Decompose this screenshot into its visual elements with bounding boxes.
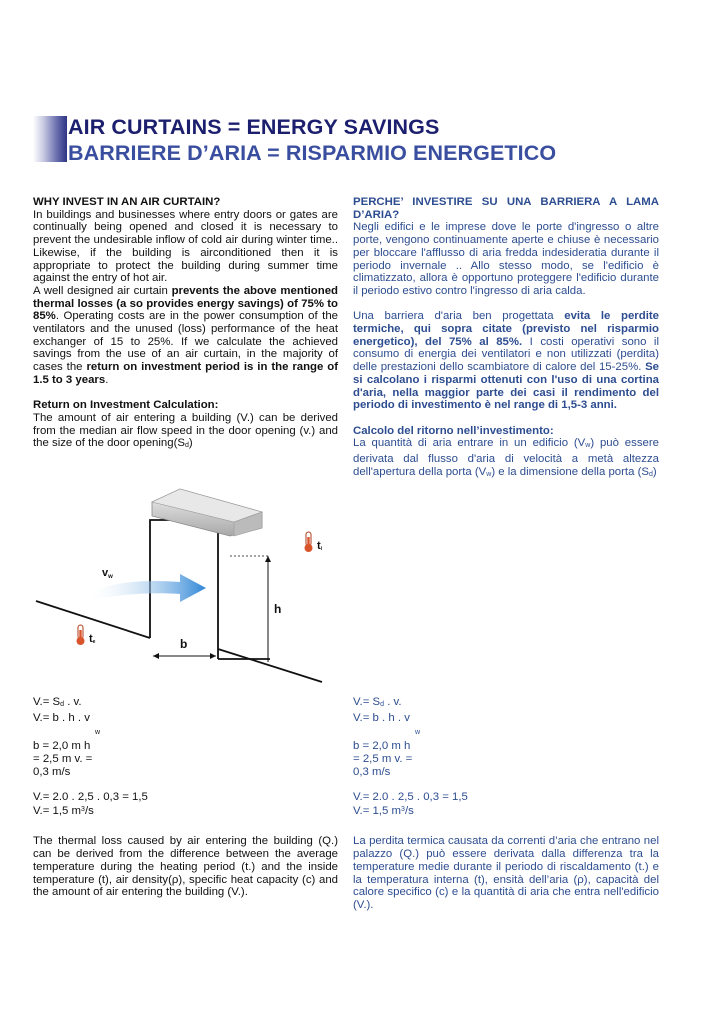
english-column (33, 196, 338, 453)
eq-sub-w: w (95, 729, 101, 737)
eq-v: 0,3 m/s (33, 765, 71, 778)
eq-sub-d: d (60, 701, 65, 708)
air-curtain-unit (152, 489, 262, 536)
eq-result-it (353, 804, 468, 818)
eq-line-1: V.= S (33, 696, 61, 708)
eq-sup-3-it: 3 (401, 805, 405, 813)
eq-line-1-rest-it: . v. (384, 696, 402, 708)
savings-text-a-it: Una barriera d'aria ben progettata (353, 310, 565, 323)
calcolo-heading: Calcolo del ritorno nell’investimento: (353, 424, 554, 437)
eq-result (33, 804, 148, 818)
airflow-sub-w2-it: w (486, 470, 492, 478)
savings-text-end: . (105, 373, 109, 386)
airflow-sub-w-it: w (585, 442, 591, 450)
eq-calc: V.= 2.0 . 2,5 . 0,3 = 1,5 (33, 790, 148, 803)
equations-italian (353, 696, 468, 817)
eq-result-end-it: /s (404, 804, 414, 817)
equations-english (33, 696, 148, 817)
ground-line-left (36, 601, 150, 638)
eq-line-1-it: V.= S (353, 696, 381, 708)
airflow-text-it: La quantità di aria entrare in un edificio (V (353, 437, 586, 450)
eq-sup-3: 3 (81, 805, 85, 813)
airflow-sub-d-it: d (648, 470, 653, 478)
airflow-mid-it: ) può essere derivata dal flusso d'aria di velocità a metà altezza dell'apertura della porta (V (353, 437, 659, 478)
eq-line-2: V.= b . h . v (33, 711, 90, 724)
eq-h-it: = 2,5 m v. = (353, 752, 413, 765)
eq-result-text-it: V.= 1,5 m (353, 804, 402, 817)
title-decoration (33, 116, 67, 162)
thermometer-outside-icon (77, 625, 85, 645)
eq-result-end: /s (84, 804, 94, 817)
page-title-italian: BARRIERE D’ARIA = RISPARMIO ENERGETICO (68, 141, 557, 165)
label-b: b (180, 637, 188, 651)
eq-v-it: 0,3 m/s (353, 765, 391, 778)
savings-text-c-it: I costi operativi sono il consumo di energia dei ventilatori e non utilizzati (perdita) delle prestazioni dello scambiatore di calore del 15-25%. (353, 335, 659, 374)
savings-text-bold: prevents the above mentioned thermal losses (a so provides energy savings) of 75% to 85% (33, 284, 338, 323)
savings-paragraph-it (353, 310, 659, 412)
eq-calc-it: V.= 2.0 . 2,5 . 0,3 = 1,5 (353, 790, 468, 803)
thermometer-inside-icon (305, 532, 313, 552)
eq-volume-dims-it (353, 712, 468, 740)
savings-paragraph (33, 285, 338, 387)
thermal-loss-paragraph-it: La perdita termica causata da correnti d’aria che entrano nel palazzo (Q.) può essere derivata dalla differenza tra la temperature medie durante il periodo di riscaldamento (t.) e la temperatura interna (t), ensità dell’aria (ρ), capacità del calore specifico (c) e la quantità di aria che entra nell'edificio (V.). (353, 835, 659, 911)
eq-line-2-it: V.= b . h . v (353, 711, 410, 724)
savings-text-a: A well designed air curtain (33, 284, 172, 297)
airflow-paragraph (33, 412, 338, 453)
eq-b-it: b = 2,0 m h (353, 740, 411, 753)
label-te: te (89, 633, 96, 645)
why-invest-heading: WHY INVEST IN AN AIR CURTAIN? (33, 196, 221, 208)
label-vw: vw (102, 567, 113, 580)
roi-heading: Return on Investment Calculation: (33, 399, 219, 412)
airflow-end: ) (188, 437, 193, 450)
eq-volume-area (33, 696, 148, 712)
savings-bold-it: evita le perdite termiche, qui sopra citate (previsto nel risparmio energetico), del 75% al 85%. (353, 310, 659, 348)
eq-h: = 2,5 m v. = (33, 752, 93, 765)
air-curtain-diagram (30, 484, 340, 689)
eq-sub-d-it: d (380, 701, 385, 708)
savings-text-c: . Operating costs are in the power consumption of the ventilators and the unused (loss) performance of the heat exchanger of 15 to 25%. If we calculate the achieved savings from the use of an air curtain, in the majority of cases the (33, 310, 338, 374)
roi-bold-it: Se si calcolano i risparmi ottenuti con l'uso di una cortina d'aria, nella maggior parte dei casi il rendimento del periodo di investimento è nel range di 1,5-3 anni. (353, 361, 659, 412)
eq-line-1-rest: . v. (64, 696, 82, 708)
airflow-sub: d (184, 442, 189, 450)
airflow-paragraph-it (353, 437, 659, 481)
intro-paragraph: In buildings and businesses where entry doors or gates are continually being opened and closed it is necessary to prevent the undesirable inflow of cold air during winter time.. Likewise, if the building is airconditioned then it is appropriate to protect the building during summer time against the entry of hot air. (33, 208, 338, 285)
thermal-loss-paragraph: The thermal loss caused by air entering the building (Q.) can be derived from the difference between the average temperature during the heating period (t.) and the inside temperature (t), air density(ρ), specific heat capacity (c) and the amount of air entering the building (V.). (33, 835, 338, 899)
eq-b: b = 2,0 m h (33, 740, 91, 753)
page-title-english: AIR CURTAINS = ENERGY SAVINGS (68, 115, 440, 139)
label-ti: ti (317, 540, 323, 552)
label-h: h (274, 602, 282, 616)
eq-result-text: V.= 1,5 m (33, 804, 82, 817)
ground-line-right (218, 649, 322, 682)
airflow-text: The amount of air entering a building (V.) can be derived from the median air flow speed in the door opening (v.) and the size of the door opening(S (33, 411, 338, 450)
eq-volume-dims (33, 712, 148, 740)
italian-column (353, 196, 659, 481)
intro-paragraph-it: Negli edifici e le imprese dove le porte d'ingresso o altre porte, vengono continuamente aperte e chiuse è necessario per bloccare l'afflusso di aria fredda indesideratia durante il periodo invernale .. Allo stesso modo, se l'edificio è climatizzato, allora è opportuno proteggere l'edificio durante il periodo estivo contro l'ingresso di aria calda. (353, 221, 659, 297)
airflow-mid2-it: ) e la dimensione della porta (S (491, 465, 649, 478)
roi-period-bold: return on investment period is in the range of 1.5 to 3 years (33, 361, 339, 386)
eq-volume-area-it (353, 696, 468, 712)
perche-heading: PERCHE’ INVESTIRE SU UNA BARRIERA A LAMA D’ARIA? (353, 196, 659, 221)
eq-sub-w-it: w (415, 729, 421, 737)
airflow-end-it: ) (652, 465, 657, 478)
